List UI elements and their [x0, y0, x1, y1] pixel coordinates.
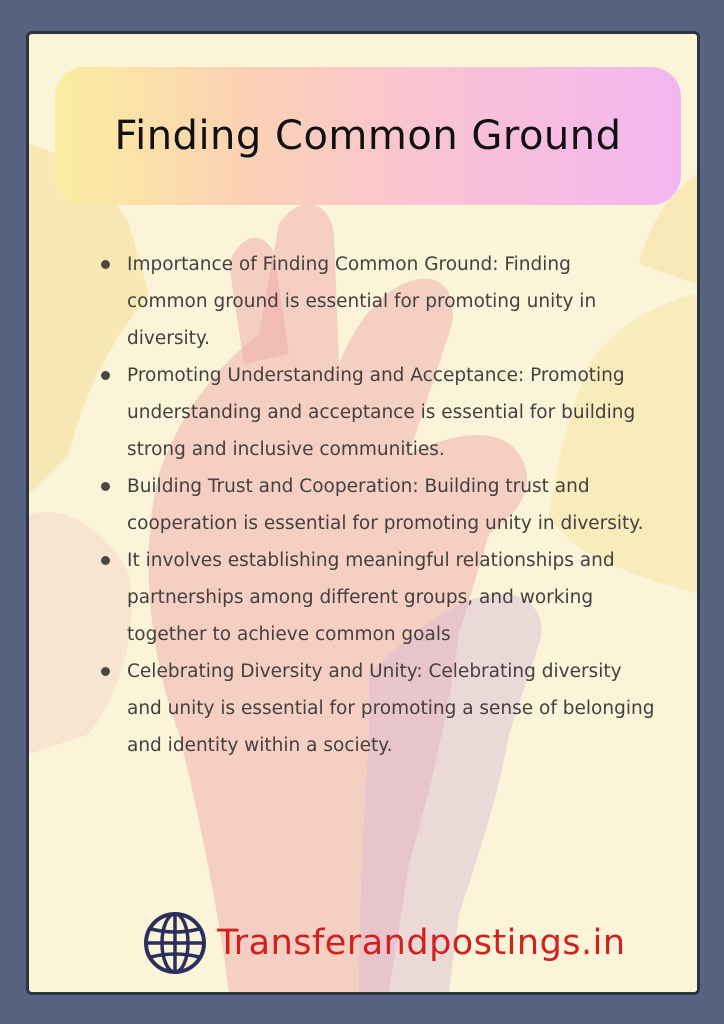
list-item-text: It involves establishing meaningful relationships and partnerships among different groups, and working together to achieve common goals: [127, 550, 615, 645]
bullet-icon: [101, 371, 110, 380]
globe-icon: [143, 911, 207, 975]
bullet-icon: [101, 260, 110, 269]
bullet-icon: [101, 556, 110, 565]
bullet-icon: [101, 482, 110, 491]
site-name: Transferandpostings.in: [217, 923, 626, 963]
list-item: [97, 468, 657, 542]
list-item: [97, 653, 657, 764]
bullet-icon: [101, 667, 110, 676]
list-item-text: Importance of Finding Common Ground: Finding common ground is essential for promoting unity in diversity.: [127, 254, 597, 349]
bullet-list: [97, 246, 657, 764]
list-item: [97, 542, 657, 653]
poster-card: [26, 31, 700, 995]
page-title: Finding Common Ground: [114, 113, 622, 159]
list-item: [97, 357, 657, 468]
list-item: [97, 246, 657, 357]
title-banner: [55, 67, 681, 205]
list-item-text: Celebrating Diversity and Unity: Celebrating diversity and unity is essential for promoting a sense of belonging and identity within a society.: [127, 661, 655, 756]
site-footer: [143, 910, 626, 976]
list-item-text: Promoting Understanding and Acceptance: Promoting understanding and acceptance is essential for building strong and inclusive communities.: [127, 365, 636, 460]
list-item-text: Building Trust and Cooperation: Building trust and cooperation is essential for promoting unity in diversity.: [127, 476, 644, 534]
